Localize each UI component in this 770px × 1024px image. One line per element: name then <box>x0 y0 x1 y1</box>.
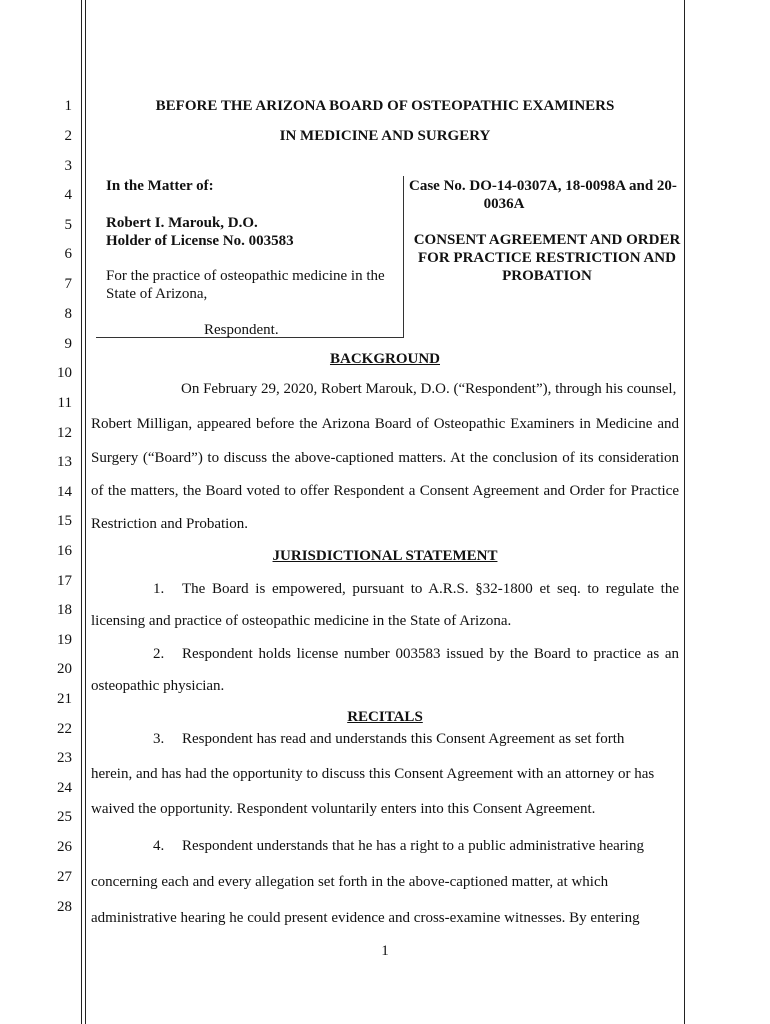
paragraph-number: 2. <box>153 646 165 662</box>
section-heading-jurisdictional: JURISDICTIONAL STATEMENT <box>272 548 498 564</box>
body-line: Respondent understands that he has a right to a public administrative hearing <box>182 838 644 854</box>
line-number: 6 <box>64 246 72 262</box>
left-margin-rule <box>81 0 82 1024</box>
line-number: 27 <box>57 869 72 885</box>
body-line: concerning each and every allegation set forth in the above-captioned matter, at which <box>91 874 609 890</box>
caption-underline <box>96 337 403 338</box>
line-number: 26 <box>57 839 72 855</box>
line-number: 21 <box>57 691 72 707</box>
body-line: Surgery (“Board”) to discuss the above-captioned matters. At the conclusion of its consideration <box>91 450 679 466</box>
line-number: 10 <box>57 365 72 381</box>
document-title-line2: FOR PRACTICE RESTRICTION AND <box>418 250 676 266</box>
line-number: 4 <box>64 187 72 203</box>
practice-line: For the practice of osteopathic medicine in the <box>106 268 385 284</box>
body-line: On February 29, 2020, Robert Marouk, D.O. (“Respondent”), through his counsel, <box>181 381 677 397</box>
line-number: 19 <box>57 632 72 648</box>
body-line: Respondent holds license number 003583 issued by the Board to practice as an <box>182 646 679 662</box>
line-number: 7 <box>64 276 72 292</box>
left-margin-rule-inner <box>85 0 86 1024</box>
section-heading-background: BACKGROUND <box>329 351 440 367</box>
line-number: 11 <box>57 395 72 411</box>
document-title: CONSENT AGREEMENT AND ORDER <box>413 232 681 248</box>
body-line: Robert Milligan, appeared before the Arizona Board of Osteopathic Examiners in Medicine and <box>91 416 679 432</box>
paragraph-number: 3. <box>153 731 165 747</box>
body-line: licensing and practice of osteopathic medicine in the State of Arizona. <box>91 613 512 629</box>
section-heading-recitals: RECITALS <box>347 709 423 725</box>
body-line: of the matters, the Board voted to offer Respondent a Consent Agreement and Order for Practice <box>91 483 679 499</box>
line-number: 1 <box>64 98 72 114</box>
line-number: 9 <box>64 336 72 352</box>
respondent-name: Robert I. Marouk, D.O. <box>106 215 258 231</box>
line-number: 24 <box>57 780 72 796</box>
line-number: 17 <box>57 573 72 589</box>
line-number: 12 <box>57 425 72 441</box>
board-heading: BEFORE THE ARIZONA BOARD OF OSTEOPATHIC EXAMINERS <box>155 98 615 114</box>
line-number: 25 <box>57 809 72 825</box>
body-line: Restriction and Probation. <box>91 516 249 532</box>
line-number: 23 <box>57 750 72 766</box>
line-number: 18 <box>57 602 72 618</box>
line-number: 5 <box>64 217 72 233</box>
line-number: 14 <box>57 484 72 500</box>
line-number: 20 <box>57 661 72 677</box>
page-number: 1 <box>381 943 389 959</box>
line-number: 2 <box>64 128 72 144</box>
line-number: 15 <box>57 513 72 529</box>
body-line: waived the opportunity. Respondent voluntarily enters into this Consent Agreement. <box>91 801 596 817</box>
license-number: Holder of License No. 003583 <box>106 233 294 249</box>
body-line: herein, and has had the opportunity to discuss this Consent Agreement with an attorney or has <box>91 766 655 782</box>
line-number: 8 <box>64 306 72 322</box>
body-line: Respondent has read and understands this Consent Agreement as set forth <box>182 731 625 747</box>
board-subheading: IN MEDICINE AND SURGERY <box>279 128 491 144</box>
respondent-label: Respondent. <box>204 322 279 338</box>
paragraph-number: 1. <box>153 581 165 597</box>
line-number: 16 <box>57 543 72 559</box>
body-line: The Board is empowered, pursuant to A.R.S. §32-1800 et seq. to regulate the <box>182 581 679 597</box>
practice-line-state: State of Arizona, <box>106 286 208 302</box>
paragraph-number: 4. <box>153 838 165 854</box>
body-line: administrative hearing he could present evidence and cross-examine witnesses. By entering <box>91 910 640 926</box>
line-number: 28 <box>57 899 72 915</box>
right-margin-rule <box>684 0 685 1024</box>
document-title-line3: PROBATION <box>502 268 592 284</box>
case-number: Case No. DO-14-0307A, 18-0098A and 20- <box>409 178 677 194</box>
line-number: 22 <box>57 721 72 737</box>
line-number: 13 <box>57 454 72 470</box>
line-number: 3 <box>64 158 72 174</box>
matter-label: In the Matter of: <box>106 178 214 194</box>
case-number-cont: 0036A <box>483 196 525 212</box>
caption-divider <box>403 176 404 338</box>
body-line: osteopathic physician. <box>91 678 225 694</box>
